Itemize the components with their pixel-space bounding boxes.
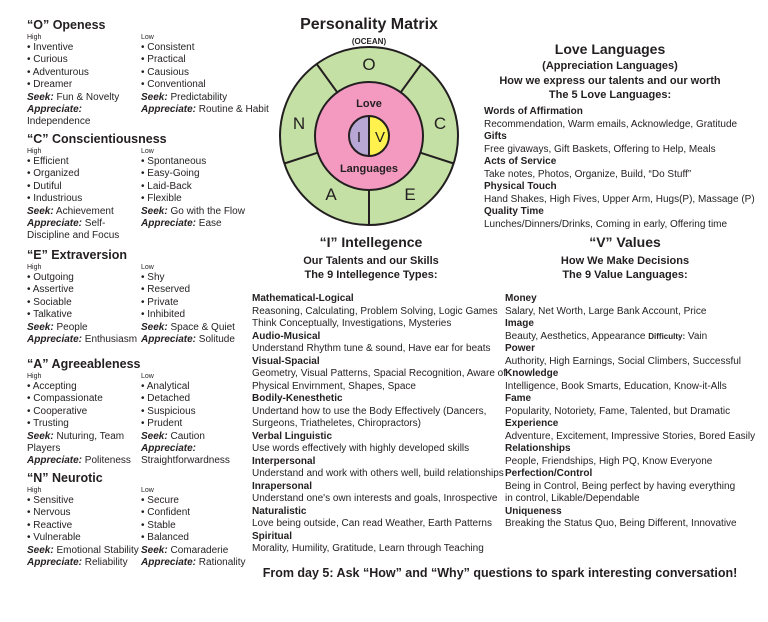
- trait-item: • Causious: [141, 66, 189, 78]
- trait-item: • Organized: [27, 168, 80, 180]
- trait-item: • Inhibited: [141, 309, 186, 321]
- wheel-letter-v: V: [374, 129, 386, 146]
- seek-value: Predictability: [167, 91, 228, 103]
- love-line1: How we express our talents and our worth: [499, 75, 721, 87]
- seek-key: Seek:: [141, 544, 168, 556]
- trait-title: “C” Conscientiousness: [27, 132, 167, 146]
- value-languages-list: [505, 293, 755, 531]
- trait-item: • Suspicious: [141, 405, 196, 417]
- trait-item: • Flexible: [141, 193, 182, 205]
- love-languages-list: [484, 106, 754, 231]
- seek-line: [141, 206, 271, 218]
- love-label-top: Love: [356, 98, 382, 110]
- app-key: Appreciate:: [27, 218, 83, 230]
- app-value: Reliability: [82, 557, 128, 569]
- values-item-desc: [505, 331, 755, 344]
- love-label-bottom: Languages: [339, 163, 399, 175]
- values-item-desc: Adventure, Excitement, Impressive Stories, Bored Easily: [505, 430, 756, 442]
- matrix-subtitle: (OCEAN): [351, 37, 387, 46]
- trait-item: • Private: [141, 296, 179, 308]
- trait-item: • Reactive: [27, 519, 73, 531]
- app-value: Independence: [27, 116, 91, 128]
- seek-value: Emotional Stability: [53, 544, 139, 556]
- trait-item: • Industrious: [27, 193, 83, 205]
- difficulty-label: Difficulty:: [648, 331, 686, 341]
- trait-item: • Outgoing: [27, 272, 74, 283]
- love-title: Love Languages: [554, 41, 666, 57]
- love-subtitle: (Appreciation Languages): [542, 60, 678, 72]
- values-item-desc: Salary, Net Worth, Large Bank Account, Price: [505, 305, 707, 317]
- values-item-title: Money: [505, 293, 537, 304]
- trait-item: • Easy-Going: [141, 168, 200, 180]
- wheel-letter-c: C: [433, 114, 447, 133]
- trait-item: • Laid-Back: [141, 180, 192, 192]
- low-column: [141, 147, 271, 230]
- footer-tip: From day 5: Ask “How” and “Why” questions to spark interesting conversation!: [262, 566, 738, 580]
- trait-item: • Trusting: [27, 418, 69, 430]
- trait-item: • Talkative: [27, 309, 73, 321]
- intel-item-desc: Think Conceptually, Investigations, Mysteries: [252, 318, 452, 329]
- trait-item: • Accepting: [27, 381, 77, 392]
- intel-item-title: Mathematical-Logical: [252, 293, 354, 304]
- intel-item-desc: Love being outside, Can read Weather, Earth Patterns: [252, 518, 492, 529]
- trait-4: [27, 471, 267, 569]
- high-column: [27, 33, 139, 129]
- wheel-letter-i: I: [356, 129, 362, 146]
- love-line2: The 5 Love Languages:: [548, 89, 672, 101]
- appreciate-line: [27, 104, 139, 129]
- values-item-desc: Intelligence, Book Smarts, Education, Know-it-Alls: [505, 380, 727, 392]
- seek-value: Achievement: [53, 205, 114, 217]
- trait-item: • Assertive: [27, 284, 74, 296]
- love-item-desc: Free givaways, Gift Baskets, Offering to Help, Meals: [484, 143, 716, 155]
- trait-item: • Efficient: [27, 156, 69, 167]
- love-item-desc: Take notes, Photos, Organize, Build, “Do Stuff”: [484, 168, 692, 180]
- app-key: Appreciate:: [141, 557, 197, 569]
- seek-key: Seek:: [141, 91, 168, 103]
- intel-item-title: Bodily-Kenesthetic: [252, 393, 343, 404]
- low-label: Low: [141, 487, 154, 494]
- low-column: [141, 33, 271, 116]
- trait-item: • Secure: [141, 495, 179, 506]
- seek-line: [27, 92, 139, 104]
- appreciate-line: [141, 104, 271, 116]
- seek-value: People: [53, 321, 88, 333]
- trait-item: • Prudent: [141, 418, 183, 430]
- intel-item-title: Interpersonal: [252, 455, 316, 467]
- values-sub1: How We Make Decisions: [560, 255, 690, 267]
- appreciate-line: [27, 218, 139, 243]
- intel-item-title: Inrapersonal: [252, 480, 313, 492]
- trait-item: • Reserved: [141, 284, 191, 296]
- trait-item: • Spontaneous: [141, 156, 207, 167]
- appreciate-line: [27, 334, 139, 346]
- intel-item-desc: Reasoning, Calculating, Problem Solving, Logic Games: [252, 305, 498, 317]
- trait-0: [27, 18, 269, 128]
- seek-line: [27, 545, 139, 557]
- high-column: [27, 372, 139, 468]
- trait-item: • Dreamer: [27, 79, 73, 91]
- trait-item: • Curious: [27, 54, 68, 66]
- app-key: Appreciate:: [141, 218, 197, 230]
- low-label: Low: [141, 373, 154, 380]
- seek-line: [141, 92, 271, 104]
- trait-item: • Conventional: [141, 79, 206, 91]
- trait-1: [27, 132, 267, 242]
- high-label: High: [27, 264, 42, 271]
- trait-item: • Shy: [141, 272, 165, 283]
- seek-key: Seek:: [27, 205, 54, 217]
- seek-key: Seek:: [141, 321, 168, 333]
- trait-3: [27, 357, 267, 467]
- love-item-desc: Recommendation, Warm emails, Acknowledge, Gratitude: [484, 118, 738, 130]
- appreciate-line: [27, 557, 139, 569]
- trait-item: • Stable: [141, 519, 176, 531]
- seek-line: [27, 322, 139, 334]
- seek-line: [27, 206, 139, 218]
- app-key: Appreciate:: [27, 334, 83, 346]
- wheel-letter-o: O: [362, 55, 376, 74]
- app-value: Politeness: [82, 455, 131, 467]
- high-label: High: [27, 373, 42, 380]
- high-label: High: [27, 487, 42, 494]
- intel-item-desc: Surgeons, Triatheletes, Chiropractors): [252, 418, 421, 429]
- intel-item-desc: Use words effectively with highly developed skills: [252, 443, 470, 454]
- values-item-desc: in control, Likable/Dependable: [505, 493, 640, 504]
- values-title: “V” Values: [589, 234, 661, 250]
- values-item-desc-text: Beauty, Aesthetics, Appearance: [505, 330, 649, 342]
- intel-item-title: Verbal Linguistic: [252, 430, 333, 442]
- love-item-title: Acts of Service: [484, 156, 557, 167]
- values-item-desc: People, Friendships, High PQ, Know Everyone: [505, 455, 713, 467]
- low-label: Low: [141, 34, 154, 41]
- seek-key: Seek:: [141, 205, 168, 217]
- high-column: [27, 147, 139, 243]
- seek-line: [27, 431, 139, 456]
- trait-2: [27, 248, 267, 346]
- values-item-desc: Popularity, Notoriety, Fame, Talented, but Dramatic: [505, 405, 731, 417]
- values-item-title: Uniqueness: [505, 505, 562, 517]
- app-key: Appreciate:: [27, 557, 83, 569]
- app-value: Routine & Habit: [196, 104, 269, 116]
- values-item-desc: Authority, High Earnings, Social Climbers, Successful: [505, 355, 742, 367]
- intel-item-title: Naturalistic: [252, 505, 307, 517]
- trait-item: • Adventurous: [27, 66, 89, 78]
- intel-item-desc: Understand one's own interests and goals, Inrospective: [252, 493, 498, 504]
- seek-value: Nuturing, Team Players: [27, 430, 125, 455]
- high-label: High: [27, 148, 42, 155]
- wheel-letter-a: A: [325, 185, 337, 204]
- high-column: [27, 263, 139, 346]
- intel-item-desc: Understand and work with others well, build relationships: [252, 468, 504, 479]
- values-item-title: Relationships: [505, 443, 571, 454]
- love-item-title: Words of Affirmation: [484, 106, 583, 117]
- love-item-title: Quality Time: [484, 206, 544, 217]
- low-label: Low: [141, 264, 154, 271]
- app-value: Rationality: [196, 557, 246, 569]
- values-item-title: Knowledge: [505, 368, 559, 379]
- seek-key: Seek:: [27, 544, 54, 556]
- trait-item: • Compassionate: [27, 393, 103, 405]
- trait-item: • Practical: [141, 54, 186, 66]
- personality-wheel: [278, 45, 460, 227]
- app-key: Appreciate:: [141, 443, 197, 455]
- seek-key: Seek:: [27, 430, 54, 442]
- seek-key: Seek:: [27, 91, 54, 103]
- app-key: Appreciate:: [27, 455, 83, 467]
- values-item-title: Perfection/Control: [505, 468, 593, 479]
- values-item-title: Fame: [505, 393, 532, 404]
- intel-item-desc: Undertand how to use the Body Effectively (Dancers,: [252, 405, 487, 417]
- seek-value: Go with the Flow: [167, 205, 245, 217]
- appreciate-line: [27, 455, 139, 467]
- app-value: Straightforwardness: [141, 455, 230, 467]
- trait-item: • Sociable: [27, 296, 72, 308]
- high-column: [27, 486, 139, 569]
- trait-item: • Balanced: [141, 532, 189, 544]
- values-item-title: Experience: [505, 418, 559, 429]
- app-key: Appreciate:: [27, 104, 83, 116]
- wheel-letter-n: N: [292, 114, 306, 133]
- seek-value: Space & Quiet: [167, 321, 235, 333]
- trait-item: • Consistent: [141, 42, 195, 53]
- seek-value: Fun & Novelty: [53, 91, 120, 103]
- trait-item: • Inventive: [27, 42, 74, 53]
- intel-item-title: Audio-Musical: [252, 330, 321, 342]
- app-value: Self-Discipline and Focus: [27, 218, 120, 242]
- app-value: Ease: [196, 218, 222, 230]
- trait-item: • Vulnerable: [27, 532, 81, 544]
- trait-title: “E” Extraversion: [27, 248, 128, 262]
- values-item-desc: Being in Control, Being perfect by having everything: [505, 480, 736, 492]
- intel-item-title: Visual-Spacial: [252, 355, 320, 367]
- trait-item: • Analytical: [141, 381, 190, 392]
- trait-item: • Sensitive: [27, 495, 74, 506]
- seek-key: Seek:: [27, 321, 54, 333]
- intel-sub2: The 9 Intellegence Types:: [304, 269, 438, 281]
- trait-title: “N” Neurotic: [27, 471, 103, 485]
- values-item-desc: Breaking the Status Quo, Being Different, Innovative: [505, 518, 737, 529]
- values-item-title: Image: [505, 318, 534, 329]
- love-item-desc: Hand Shakes, High Fives, Upper Arm, Hugs(P), Massage (P): [484, 193, 755, 205]
- trait-title: “O” Openess: [27, 18, 106, 32]
- app-value: Solitude: [196, 334, 235, 346]
- love-item-desc: Lunches/Dinners/Drinks, Coming in early, Offering time: [484, 218, 728, 230]
- trait-item: • Confident: [141, 507, 191, 519]
- values-item-title: Power: [505, 343, 536, 354]
- seek-value: Comaraderie: [167, 544, 229, 556]
- intel-item-desc: Understand Rhythm tune & sound, Have ear for beats: [252, 343, 491, 354]
- seek-value: Caution: [167, 430, 205, 442]
- love-item-title: Gifts: [484, 131, 507, 142]
- trait-item: • Cooperative: [27, 405, 88, 417]
- high-label: High: [27, 34, 42, 41]
- trait-item: • Nervous: [27, 507, 71, 519]
- app-key: Appreciate:: [141, 104, 197, 116]
- intel-item-desc: Physical Envirnment, Shapes, Space: [252, 380, 416, 392]
- app-key: Appreciate:: [141, 334, 197, 346]
- trait-title: “A” Agreeableness: [27, 357, 141, 371]
- intel-item-desc: Morality, Humility, Gratitude, Learn through Teaching: [252, 543, 484, 554]
- intel-item-title: Spiritual: [252, 530, 293, 542]
- intelligence-types-list: [252, 293, 507, 556]
- wheel-letter-e: E: [404, 185, 416, 204]
- difficulty-text: Vain: [685, 330, 708, 342]
- intel-item-desc: Geometry, Visual Patterns, Spacial Recognition, Aware of: [252, 368, 507, 379]
- appreciate-line: [141, 218, 271, 230]
- seek-key: Seek:: [141, 430, 168, 442]
- intel-title: “I” Intellegence: [319, 234, 423, 250]
- values-sub2: The 9 Value Languages:: [562, 269, 688, 281]
- trait-item: • Dutiful: [27, 180, 62, 192]
- trait-item: • Detached: [141, 393, 191, 405]
- app-value: Enthusiasm: [82, 334, 138, 346]
- love-item-title: Physical Touch: [484, 181, 557, 192]
- intel-sub1: Our Talents and our Skills: [303, 255, 439, 267]
- matrix-title: Personality Matrix: [300, 16, 438, 33]
- low-label: Low: [141, 148, 154, 155]
